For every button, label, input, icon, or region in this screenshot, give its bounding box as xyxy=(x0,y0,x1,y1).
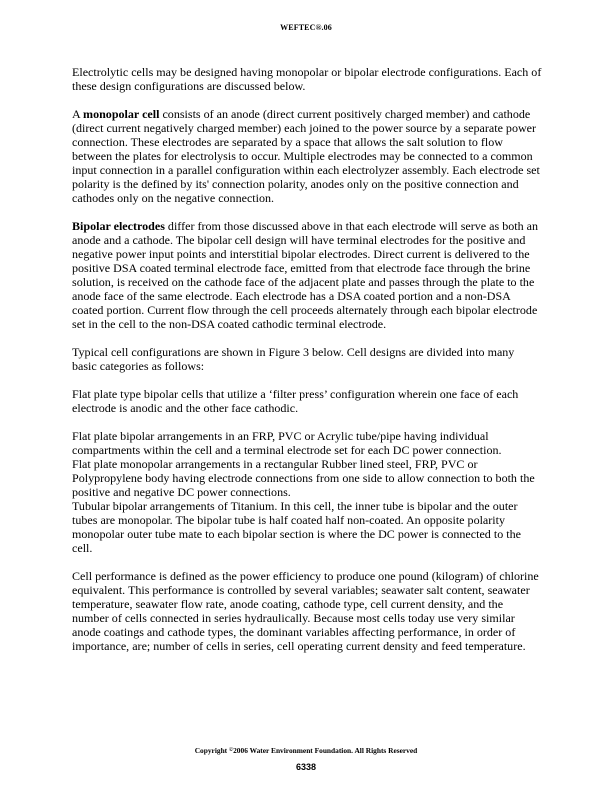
text-line: importance, are; number of cells in series, cell operating current density and feed temperature. xyxy=(72,639,526,653)
text-line: positive DSA coated terminal electrode face, emitted from that electrode face through the brine xyxy=(72,261,531,275)
term-bipolar-electrodes: Bipolar electrodes xyxy=(72,219,165,233)
text-line: connection. These electrodes are separated by a space that allows the salt solution to flow xyxy=(72,135,503,149)
paragraph-bipolar-electrodes xyxy=(72,219,542,331)
text-line: solution, is received on the cathode face of the adjacent plate and passes through the plate to the xyxy=(72,275,535,289)
text-line: (direct current negatively charged member) each joined to the power source by a separate power xyxy=(72,121,537,135)
text-line: Polypropylene body having electrode connections from one side to allow connection to both the xyxy=(72,471,535,485)
text-line: polarity is the defined by its' connection polarity, anodes only on the positive connection and xyxy=(72,177,519,191)
paragraph-intro xyxy=(72,65,542,93)
text-fragment: differ from those discussed above in that each electrode will serve as both an xyxy=(164,219,539,233)
paragraph-monopolar-cell xyxy=(72,107,542,205)
text-line: cathodes only on the negative connection. xyxy=(72,191,275,205)
text-line: these design configurations are discussed below. xyxy=(72,79,306,93)
text-line: input connection in a parallel configuration within each electrolyzer assembly. Each electrode set xyxy=(72,163,540,177)
term-monopolar-cell: monopolar cell xyxy=(83,107,160,121)
text-line xyxy=(72,107,542,121)
paragraph-filter-press xyxy=(72,387,542,415)
text-line: basic categories as follows: xyxy=(72,359,205,373)
text-line: number of cells connected in series hydraulically. Because most cells today use very similar xyxy=(72,611,515,625)
text-line: Electrolytic cells may be designed having monopolar or bipolar electrode configurations. Each of xyxy=(72,65,542,79)
text-line: set in the cell to the non-DSA coated cathodic terminal electrode. xyxy=(72,317,387,331)
text-line: coated portion. Current flow through the cell proceeds alternately through each bipolar electrode xyxy=(72,303,538,317)
text-line: anode face of the same electrode. Each electrode has a DSA coated portion and a non-DSA xyxy=(72,289,511,303)
text-line: equivalent. This performance is controlled by several variables; seawater salt content, seawater xyxy=(72,583,530,597)
text-line: electrode is anodic and the other face cathodic. xyxy=(72,401,299,415)
text-line: monopolar outer tube mate to each bipolar section is where the DC power is connected to the xyxy=(72,527,521,541)
text-line: Flat plate monopolar arrangements in a rectangular Rubber lined steel, FRP, PVC or xyxy=(72,457,478,471)
copyright-text: 2006 Water Environment Foundation. All Rights Reserved xyxy=(233,746,418,755)
text-line: cell. xyxy=(72,541,93,555)
text-line: Cell performance is defined as the power efficiency to produce one pound (kilogram) of chlorine xyxy=(72,569,539,583)
copyright-prefix: Copyright xyxy=(194,746,229,755)
text-line: compartments within the cell and a terminal electrode set for each DC power connection. xyxy=(72,443,502,457)
text-line: tubes are monopolar. The bipolar tube is half coated half non-coated. An opposite polarity xyxy=(72,513,506,527)
text-line: Tubular bipolar arrangements of Titanium. In this cell, the inner tube is bipolar and the outer xyxy=(72,499,518,513)
text-line: anode and a cathode. The bipolar cell design will have terminal electrodes for the positive and xyxy=(72,233,526,247)
text-line: anode coatings and cathode types, the dominant variables affecting performance, in order of xyxy=(72,625,516,639)
running-header: WEFTEC®.06 xyxy=(280,23,332,32)
text-line: Flat plate bipolar arrangements in an FRP, PVC or Acrylic tube/pipe having individual xyxy=(72,429,489,443)
text-line: between the plates for electrolysis to occur. Multiple electrodes may be connected to a common xyxy=(72,149,533,163)
copyright-notice xyxy=(0,746,612,755)
text-line: Flat plate type bipolar cells that utilize a ‘filter press’ configuration wherein one face of each xyxy=(72,387,519,401)
text-line: positive and negative DC power connections. xyxy=(72,485,291,499)
text-line: Typical cell configurations are shown in Figure 3 below. Cell designs are divided into many xyxy=(72,345,515,359)
copyright-symbol: © xyxy=(229,747,234,753)
text-line: negative power input points and interstitial bipolar electrodes. Direct current is delivered to the xyxy=(72,247,530,261)
paragraph-cell-arrangements xyxy=(72,429,542,555)
text-line: temperature, seawater flow rate, anode coating, cathode type, cell current density, and the xyxy=(72,597,504,611)
lead-prefix: A xyxy=(72,107,84,121)
paragraph-cell-performance xyxy=(72,569,542,653)
page-number: 6338 xyxy=(295,762,317,772)
paragraph-typical-configurations xyxy=(72,345,542,373)
document-body xyxy=(72,65,542,667)
text-line xyxy=(72,219,542,233)
text-fragment: consists of an anode (direct current positively charged member) and cathode xyxy=(159,107,531,121)
